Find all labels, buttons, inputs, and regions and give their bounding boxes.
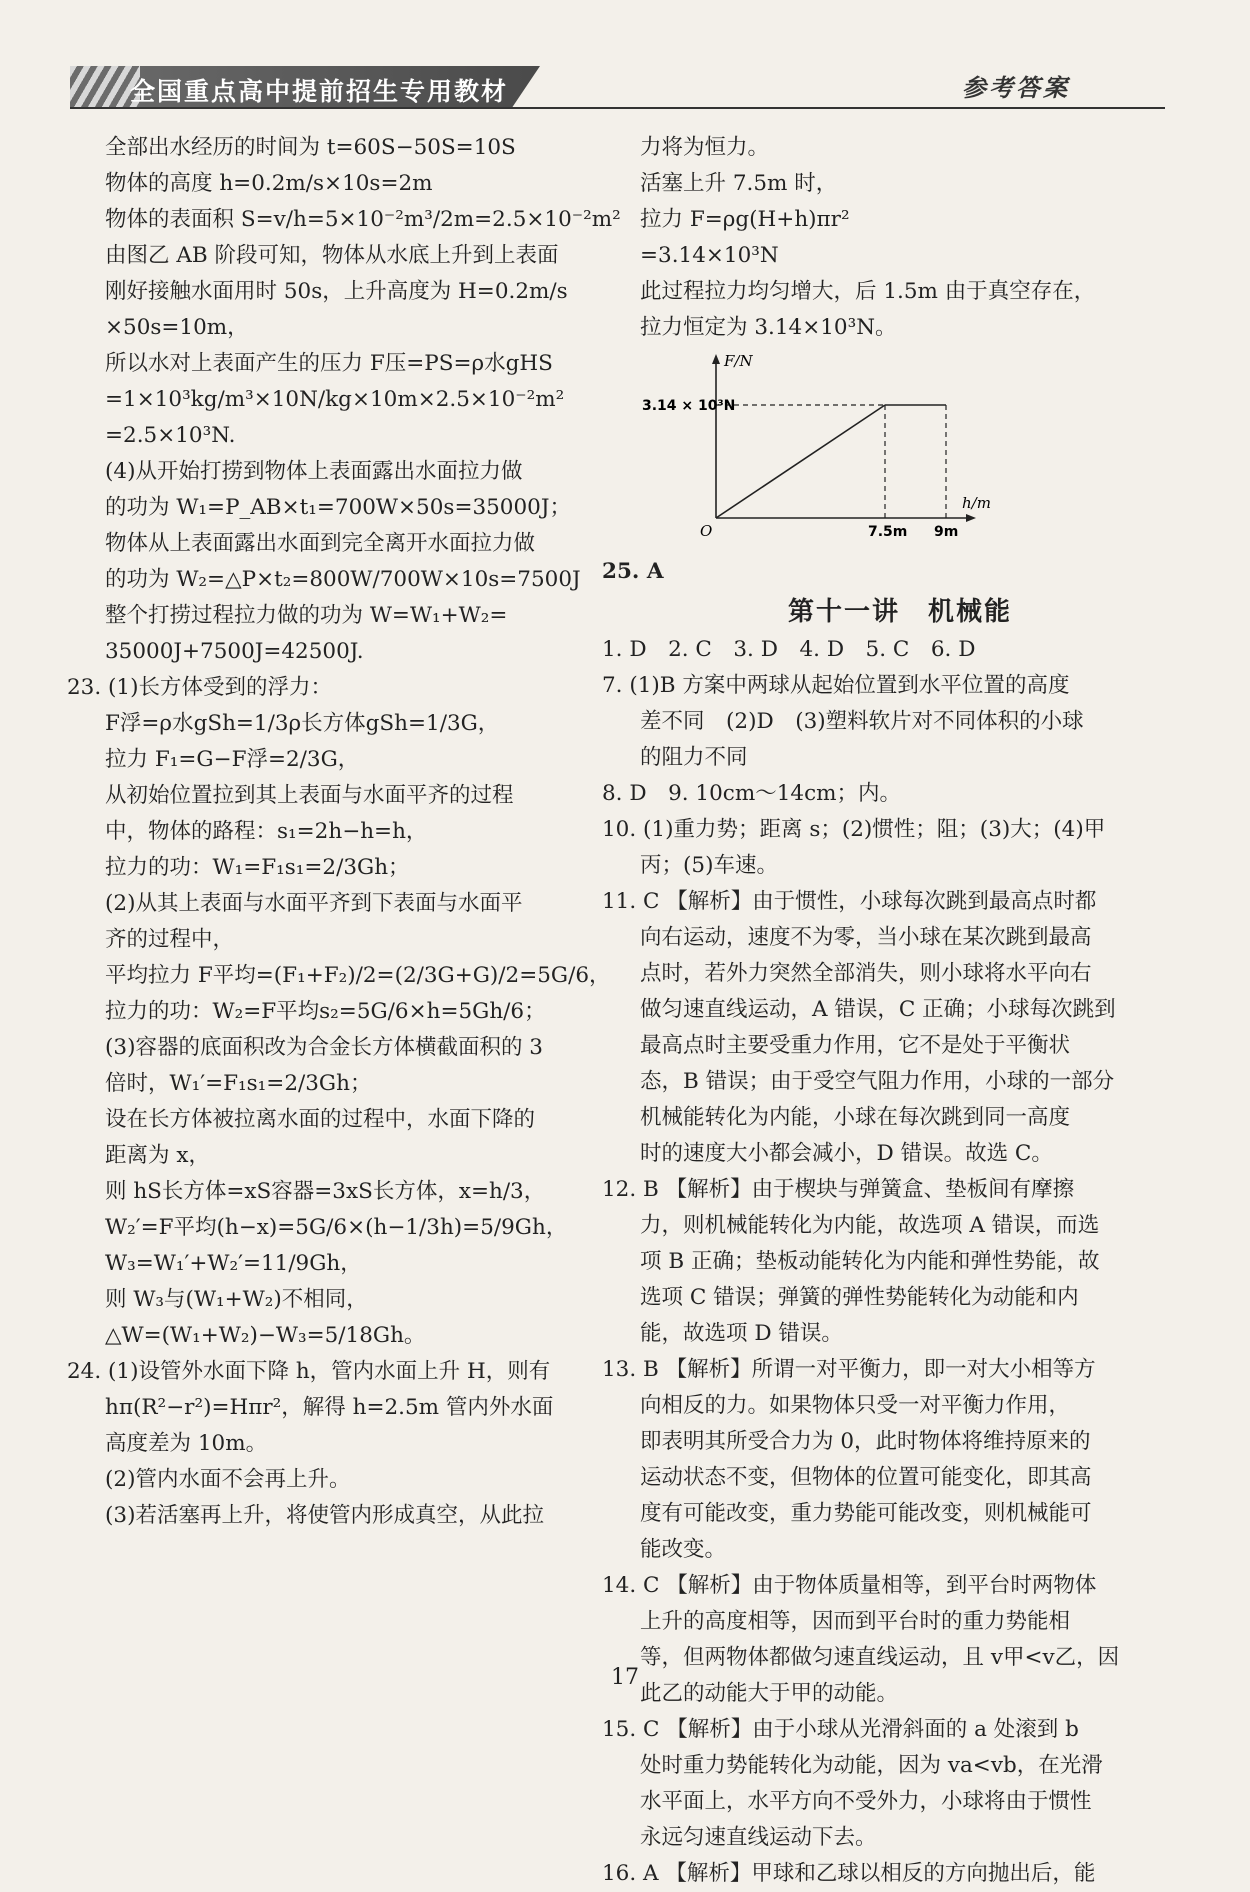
left-line: 物体的表面积 S=v/h=5×10⁻²m³/2m=2.5×10⁻²m² [105,207,621,232]
left-line: 物体的高度 h=0.2m/s×10s=2m [105,171,433,196]
right-bottom-line: 丙；(5)车速。 [640,853,778,878]
right-bottom-line: 11. C 【解析】由于惯性，小球每次跳到最高点时都 [602,889,1097,914]
left-line: 拉力 F₁=G−F浮=2/3G， [105,747,360,772]
right-bottom-line: 能改变。 [640,1537,727,1562]
right-bottom-line: 度有可能改变，重力势能可能改变，则机械能可 [640,1501,1092,1526]
origin-label: O [700,522,713,538]
left-line: (2)从其上表面与水面平齐到下表面与水面平 [105,891,523,916]
x-tick-7-5: 7.5m [868,524,908,538]
left-column [67,130,621,1534]
right-bottom-line: 处时重力势能转化为动能，因为 va<vb，在光滑 [640,1753,1103,1778]
left-line: =1×10³kg/m³×10N/kg×10m×2.5×10⁻²m² [105,387,565,412]
right-top-line: 此过程拉力均匀增大，后 1.5m 由于真空存在， [640,279,1096,304]
x-tick-9: 9m [934,524,959,538]
left-line: 拉力的功：W₂=F平均s₂=5G/6×h=5Gh/6； [105,999,546,1024]
x-axis-label: h/m [962,494,991,512]
left-line: (3)容器的底面积改为合金长方体横截面积的 3 [105,1035,543,1060]
right-top-line: 力将为恒力。 [640,135,770,160]
answer-25: 25. A [602,559,664,584]
left-line: (4)从开始打捞到物体上表面露出水面拉力做 [105,459,523,484]
page-number: 17 [611,1665,639,1690]
right-top-text [640,130,1160,346]
right-bottom-line: 15. C 【解析】由于小球从光滑斜面的 a 处滚到 b [602,1717,1079,1742]
left-line: 23. (1)长方体受到的浮力： [67,675,332,700]
right-bottom-line: 上升的高度相等，因而到平台时的重力势能相 [640,1609,1071,1634]
y-axis-arrow [712,354,720,364]
right-bottom-line: 永远匀速直线运动下去。 [640,1825,877,1850]
right-bottom-line: 的阻力不同 [640,745,748,770]
section-label: 参考答案 [962,73,1070,102]
left-line: 刚好接触水面用时 50s，上升高度为 H=0.2m/s [105,279,568,304]
right-top-line: 拉力 F=ρg(H+h)πr² [640,207,850,232]
left-line: △W=(W₁+W₂)−W₃=5/18Gh。 [105,1323,426,1348]
left-line: 全部出水经历的时间为 t=60S−50S=10S [105,135,516,160]
right-bottom-line: 14. C 【解析】由于物体质量相等，到平台时两物体 [602,1573,1097,1598]
left-line: 整个打捞过程拉力做的功为 W=W₁+W₂= [105,603,508,628]
left-line: (2)管内水面不会再上升。 [105,1467,351,1492]
lecture-title: 第十一讲 机械能 [787,597,1012,627]
right-bottom-line: 向右运动，速度不为零，当小球在某次跳到最高 [640,925,1092,950]
right-bottom-line: 1. D 2. C 3. D 4. D 5. C 6. D [602,637,976,662]
left-line: W₂′=F平均(h−x)=5G/6×(h−1/3h)=5/9Gh， [105,1215,568,1240]
book-title: 全国重点高中提前招生专用教材 [130,77,509,106]
left-line: (3)若活塞再上升，将使管内形成真空，从此拉 [105,1503,544,1528]
right-bottom-line: 向相反的力。如果物体只受一对平衡力作用， [640,1393,1071,1418]
left-line: 则 hS长方体=xS容器=3xS长方体，x=h/3， [105,1179,546,1204]
right-bottom-line: 此乙的动能大于甲的动能。 [640,1681,899,1706]
right-bottom-line: 能，故选项 D 错误。 [640,1321,843,1346]
right-bottom-line: 13. B 【解析】所谓一对平衡力，即一对大小相等方 [602,1357,1096,1382]
left-line: 距离为 x， [105,1143,210,1168]
right-bottom-line: 即表明其所受合力为 0，此时物体将维持原来的 [640,1429,1091,1454]
left-line: 从初始位置拉到其上表面与水面平齐的过程 [105,783,514,808]
right-bottom-line: 等，但两物体都做匀速直线运动，且 v甲<v乙，因 [640,1645,1120,1670]
right-bottom-line: 差不同 (2)D (3)塑料软片对不同体积的小球 [640,709,1084,734]
right-top-line: 拉力恒定为 3.14×10³N。 [640,315,897,340]
left-line: 拉力的功：W₁=F₁s₁=2/3Gh； [105,855,410,880]
left-line: W₃=W₁′+W₂′=11/9Gh， [105,1251,362,1276]
left-line: 则 W₃与(W₁+W₂)不相同， [105,1287,368,1312]
right-bottom-line: 10. (1)重力势；距离 s；(2)惯性；阻；(3)大；(4)甲 [602,817,1106,842]
y-tick-label: 3.14 × 10³N [642,398,736,414]
left-line: 的功为 W₂=△P×t₂=800W/700W×10s=7500J [105,567,581,592]
right-bottom-line: 态，B 错误；由于受空气阻力作用，小球的一部分 [640,1069,1115,1094]
left-line: ×50s=10m， [105,315,249,340]
left-line: 24. (1)设管外水面下降 h，管内水面上升 H，则有 [67,1359,551,1384]
y-axis-label: F/N [724,352,753,370]
right-bottom-line: 项 B 正确；垫板动能转化为内能和弹性势能，故 [640,1249,1100,1274]
left-line: 的功为 W₁=P_AB×t₁=700W×50s=35000J； [105,495,571,520]
left-line: F浮=ρ水gSh=1/3ρ长方体gSh=1/3G， [105,711,500,736]
right-bottom-line: 选项 C 错误；弹簧的弹性势能转化为动能和内 [640,1285,1079,1310]
left-line: 由图乙 AB 阶段可知，物体从水底上升到上表面 [105,243,559,268]
left-line: =2.5×10³N. [105,423,236,448]
x-axis-arrow [966,514,976,522]
right-bottom-line: 点时，若外力突然全部消失，则小球将水平向右 [640,961,1092,986]
left-line: 物体从上表面露出水面到完全离开水面拉力做 [105,531,536,556]
right-bottom-line: 最高点时主要受重力作用，它不是处于平衡状 [640,1033,1071,1058]
rising-line [716,405,885,518]
right-bottom-line: 力，则机械能转化为内能，故选项 A 错误，而选 [640,1213,1100,1238]
right-bottom-line: 12. B 【解析】由于楔块与弹簧盒、垫板间有摩擦 [602,1177,1075,1202]
right-top-line: 活塞上升 7.5m 时， [640,171,838,196]
right-bottom-line: 做匀速直线运动，A 错误，C 正确；小球每次跳到 [640,997,1116,1022]
left-line: hπ(R²−r²)=Hπr²，解得 h=2.5m 管内外水面 [105,1395,554,1420]
force-height-graph [640,348,1160,550]
right-top-line: =3.14×10³N [640,243,779,268]
left-line: 倍时，W₁′=F₁s₁=2/3Gh； [105,1071,372,1096]
right-bottom-line: 运动状态不变，但物体的位置可能变化，即其高 [640,1465,1092,1490]
left-line: 高度差为 10m。 [105,1431,268,1456]
right-bottom-line: 7. (1)B 方案中两球从起始位置到水平位置的高度 [602,673,1070,698]
right-bottom-line: 水平面上，水平方向不受外力，小球将由于惯性 [640,1789,1092,1814]
left-line: 齐的过程中， [105,927,235,952]
right-bottom-line: 机械能转化为内能，小球在每次跳到同一高度 [640,1105,1071,1130]
right-bottom-line: 16. A 【解析】甲球和乙球以相反的方向抛出后，能 [602,1861,1096,1886]
left-line: 设在长方体被拉离水面的过程中，水面下降的 [105,1107,536,1132]
right-bottom-line: 时的速度大小都会减小，D 错误。故选 C。 [640,1141,1053,1166]
left-line: 平均拉力 F平均=(F₁+F₂)/2=(2/3G+G)/2=5G/6， [105,963,611,988]
header-rule [70,107,1165,109]
left-line: 中，物体的路程：s₁=2h−h=h， [105,819,428,844]
left-line: 所以水对上表面产生的压力 F压=PS=ρ水gHS [105,351,553,376]
left-line: 35000J+7500J=42500J. [105,639,364,664]
right-bottom-line: 8. D 9. 10cm～14cm；内。 [602,781,902,806]
graph-svg [640,348,1000,538]
